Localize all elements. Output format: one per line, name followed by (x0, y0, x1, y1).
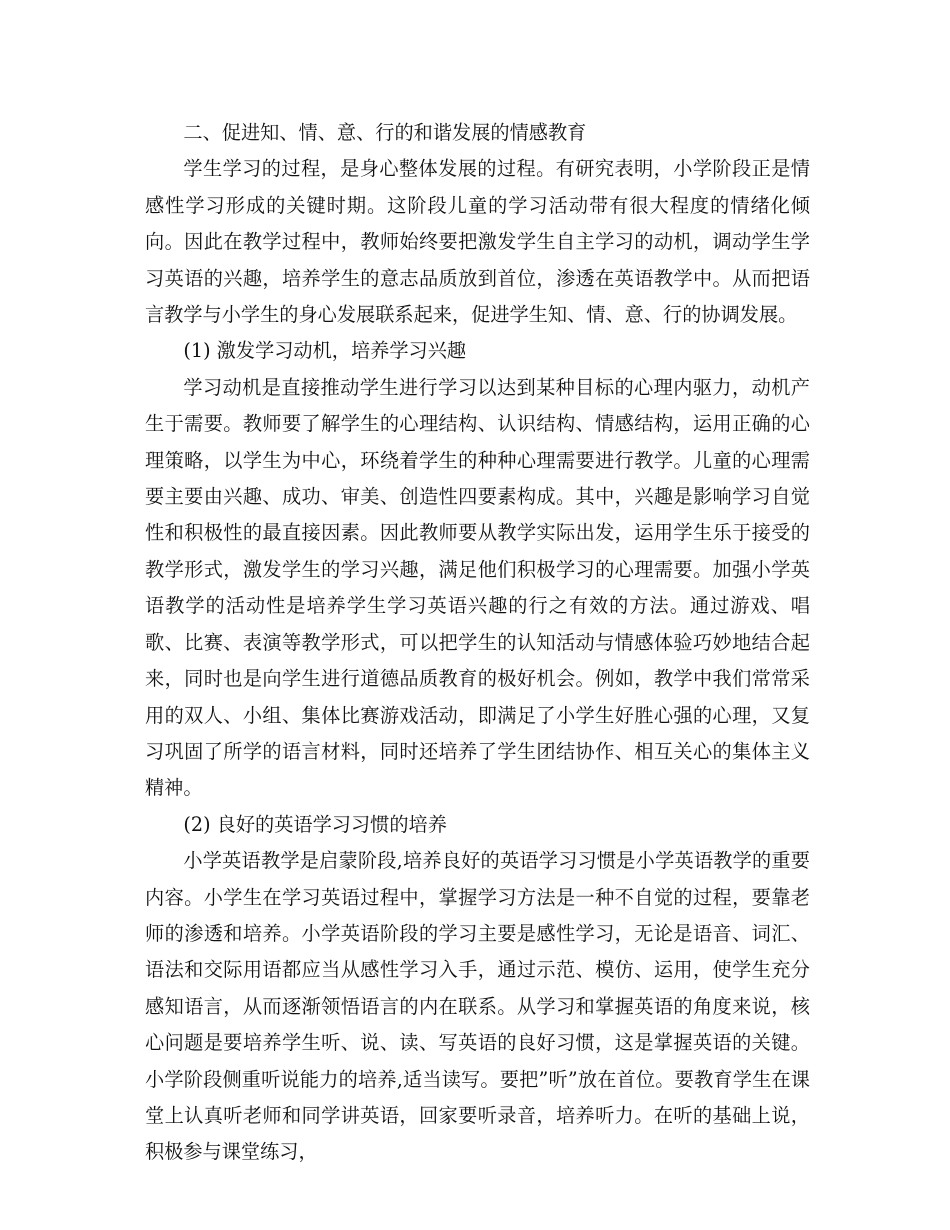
section-title: 二、促进知、情、意、行的和谐发展的情感教育 (183, 121, 587, 144)
intro-paragraph: 学生学习的过程，是身心整体发展的过程。有研究表明，小学阶段正是情感性学习形成的关键时期。这阶段儿童的学习活动带有很大程度的情绪化倾向。因此在教学过程中，教师始终要把激发学生自主学习的动机，调动学生学习英语的兴趣，培养学生的意志品质放到首位，渗透在英语教学中。从而把语言教学与小学生的身心发展联系起来，促进学生知、情、意、行的协调发展。 (145, 157, 810, 327)
subsection-1-paragraph: 学习动机是直接推动学生进行学习以达到某种目标的心理内驱力，动机产生于需要。教师要了解学生的心理结构、认识结构、情感结构，运用正确的心理策略，以学生为中心，环绕着学生的种种心理需要进行教学。儿童的心理需要主要由兴趣、成功、审美、创造性四要素构成。其中，兴趣是影响学习自觉性和积极性的最直接因素。因此教师要从教学实际出发，运用学生乐于接受的教学形式，激发学生的学习兴趣，满足他们积极学习的心理需要。加强小学英语教学的活动性是培养学生学习英语兴趣的行之有效的方法。通过游戏、唱歌、比赛、表演等教学形式，可以把学生的认知活动与情感体验巧妙地结合起来，同时也是向学生进行道德品质教育的极好机会。例如，教学中我们常常采用的双人、小组、集体比赛游戏活动，即满足了小学生好胜心强的心理，又复习巩固了所学的语言材料，同时还培养了学生团结协作、相互关心的集体主义精神。 (145, 375, 810, 800)
subsection-2-title: (2) 良好的英语学习习惯的培养 (183, 812, 447, 836)
document-body (145, 115, 810, 1171)
subsection-2-paragraph: 小学英语教学是启蒙阶段,培养良好的英语学习习惯是小学英语教学的重要内容。小学生在学习英语过程中，掌握学习方法是一种不自觉的过程，要靠老师的渗透和培养。小学英语阶段的学习主要是感性学习，无论是语音、词汇、语法和交际用语都应当从感性学习入手，通过示范、模仿、运用，使学生充分感知语言，从而逐渐领悟语言的内在联系。从学习和掌握英语的角度来说，核心问题是要培养学生听、说、读、写英语的良好习惯，这是掌握英语的关键。小学阶段侧重听说能力的培养,适当读写。要把”听”放在首位。要教育学生在课堂上认真听老师和同学讲英语，回家要听录音，培养听力。在听的基础上说，积极参与课堂练习， (145, 849, 810, 1164)
subsection-1-title: (1) 激发学习动机，培养学习兴趣 (183, 339, 467, 363)
